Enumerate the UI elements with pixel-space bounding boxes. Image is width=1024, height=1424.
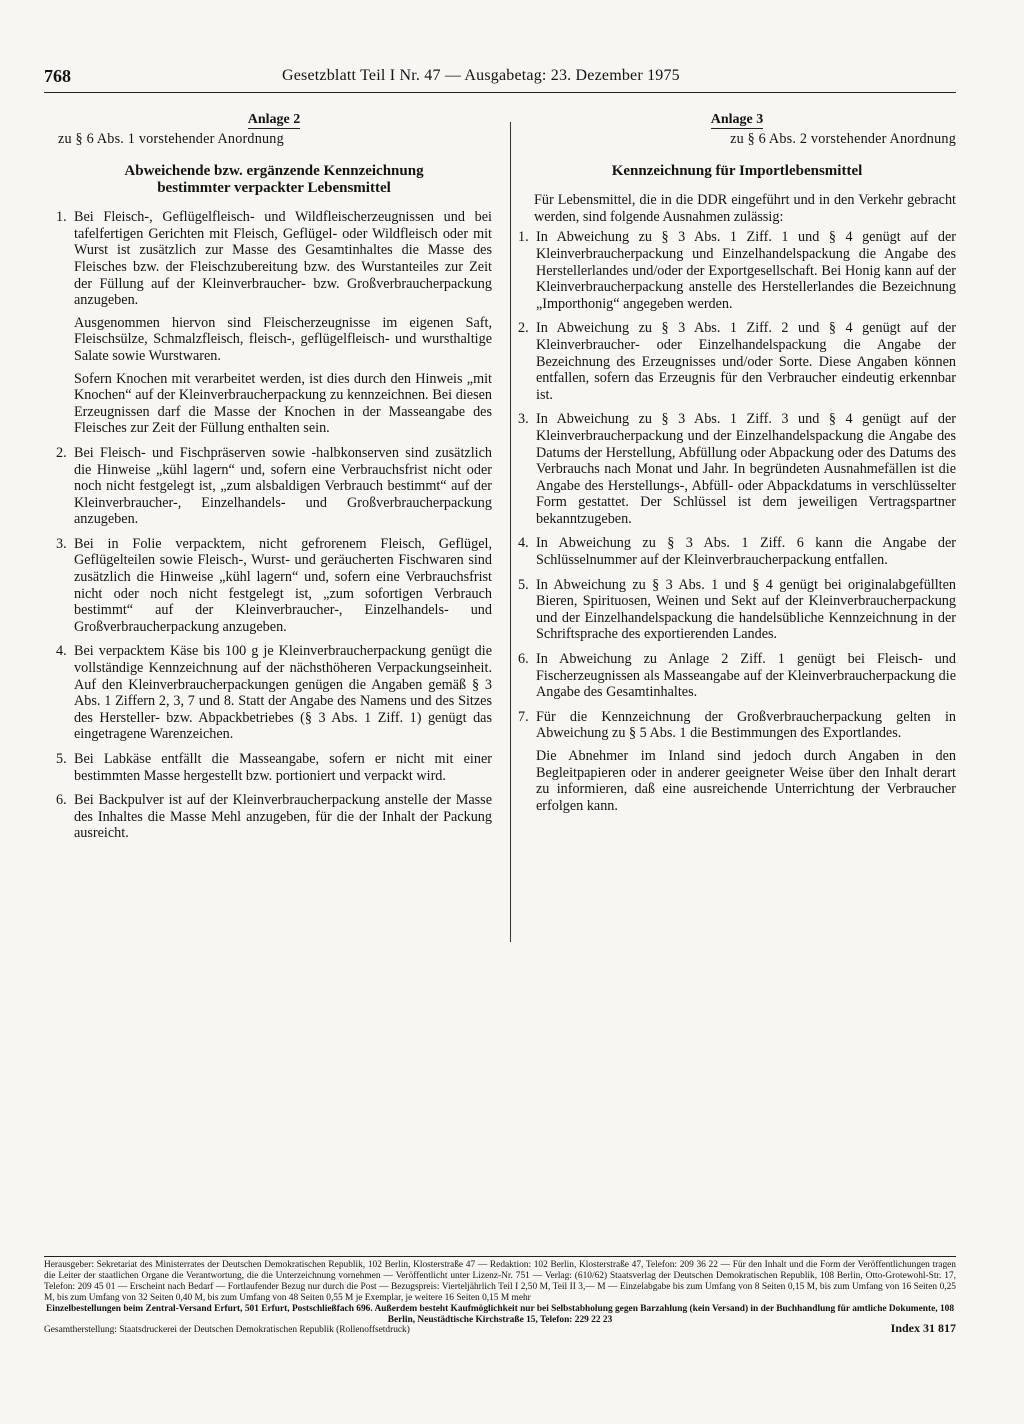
imprint-footer (44, 1256, 956, 1336)
list-item (56, 536, 492, 636)
annex-3-items (518, 229, 956, 814)
list-item-number: 5. (56, 751, 67, 767)
list-item-number: 3. (518, 411, 529, 428)
list-item-number: 7. (518, 708, 529, 725)
page-number: 768 (44, 66, 71, 86)
page-header (44, 66, 956, 92)
list-item-text: Für die Kennzeichnung der Großverbraucherpackung gelten in Abweichung zu § 5 Abs. 1 die Bestimmungen des Exportlandes. (536, 708, 956, 742)
list-item-text: Ausgenommen hiervon sind Fleischerzeugnisse im eigenen Saft, Fleischsülze, Schmalzfleisch, fleisch-, geflügelfleisch- und wursthaltige Salate sowie Wurstwaren. (74, 314, 492, 364)
list-item (56, 792, 492, 842)
annex-2-reference: zu § 6 Abs. 1 vorstehender Anordnung (58, 130, 284, 147)
list-item-number: 3. (56, 535, 67, 552)
annex-3-title: Anlage 3 (710, 112, 764, 127)
list-item-text: Bei Labkäse entfällt die Masseangabe, sofern er nicht mit einer bestimmten Masse hergestellt bzw. portioniert und verpackt wird. (74, 751, 492, 784)
list-item-number: 1. (518, 229, 529, 246)
list-item-number: 4. (56, 643, 67, 660)
annex-2-items (56, 209, 492, 842)
running-head: Gesetzblatt Teil I Nr. 47 — Ausgabetag: 23. Dezember 1975 (282, 67, 680, 84)
list-item (56, 751, 492, 784)
list-item-text: Bei verpacktem Käse bis 100 g je Kleinverbraucherpackung genügt die vollständige Kennzeichnung auf der nächsthöheren Verpackungseinheit. Auf den Kleinverbraucherpackungen genügen die Angaben gemäß § 3 Abs. 1 Ziffern 2, 3, 7 und 8. Statt der Angabe des Namens und des Sitzes des Hersteller- bzw. Abpackbetriebes (§ 3 Abs. 1 Ziff. 1) genügt das eingetragene Warenzeichen. (74, 643, 492, 743)
imprint-orders: Einzelbestellungen beim Zentral-Versand Erfurt, 501 Erfurt, Postschließfach 696. Außerdem besteht Kaufmöglichkeit nur bei Selbstabholung gegen Barzahlung (kein Versand) in der Buchhandlung für amtliche Dokumente, 108 Berlin, Neustädtische Kirchstraße 15, Telefon: 229 22 23 (45, 1303, 955, 1325)
annex-2-heading: Abweichende bzw. ergänzende Kennzeichnung bestimmter verpackter Lebensmittel (124, 163, 424, 197)
list-item-number: 6. (56, 792, 67, 809)
list-item-text: Bei Fleisch- und Fischpräserven sowie -halbkonserven sind zusätzlich die Hinweise „kühl lagern“ und, sofern eine Verbrauchsfrist nicht oder noch nicht festgelegt ist, „zum alsbaldigen Verbrauch bestimmt“ auf der Kleinverbraucher-, Einzelhandels- und Großverbraucherpackung anzugeben. (74, 444, 492, 528)
imprint-printer-line (44, 1321, 956, 1336)
header-rule (44, 92, 956, 93)
list-item (518, 411, 956, 527)
list-item-text: In Abweichung zu Anlage 2 Ziff. 1 genügt bei Fleisch- und Fischerzeugnissen als Masseangabe auf der Kleinverbraucherpackung die Angabe des Gesamtinhaltes. (536, 651, 956, 701)
imprint-publisher: Herausgeber: Sekretariat des Ministerrates der Deutschen Demokratischen Republik, 102 Berlin, Klosterstraße 47 — Redaktion: 102 Berlin, Klosterstraße 47, Telefon: 209 36 22 — Für den Inhalt und die Form der Veröffentlichungen tragen die Leiter der staatlichen Organe die Verantwortung, die die Unterzeichnung vornehmen — Veröffentlicht unter Lizenz-Nr. 751 — Verlag: (610/62) Staatsverlag der Deutschen Demokratischen Republik, 108 Berlin, Otto-Grotewohl-Str. 17, Telefon: 209 45 01 — Erscheint nach Bedarf — Fortlaufender Bezug nur durch die Post — Bezugspreis: Vierteljährlich Teil I 2,50 M, Teil II 3,— M — Einzelabgabe bis zum Umfang von 8 Seiten 0,15 M, bis zum Umfang von 16 Seiten 0,25 M, bis zum Umfang von 32 Seiten 0,40 M, bis zum Umfang von 48 Seiten 0,55 M je Exemplar, je weitere 16 Seiten 0,15 M mehr (44, 1260, 956, 1303)
list-item-text: Bei Fleisch-, Geflügelfleisch- und Wildfleischerzeugnissen und bei tafelfertigen Gerichten mit Fleisch, Geflügel- oder Wildfleisch oder mit Wurst ist zusätzlich zur Masse des Gesamtinhaltes die Masse des Fleisches bzw. der Fleischzubereitung bzw. des Wurstanteiles zur Zeit der Füllung auf der Kleinverbraucher- bzw. Großverbraucherpackung anzugeben. (74, 209, 492, 309)
list-item-number: 1. (56, 209, 67, 226)
list-item-number: 2. (518, 320, 529, 337)
list-item-text: Bei in Folie verpacktem, nicht gefrorenem Fleisch, Geflügel, Geflügelteilen sowie Fleisch-, Wurst- und geräucherten Fischwaren sind zusätzlich die Hinweise „kühl lagern“ und, sofern eine Verbrauchsfrist nicht oder noch nicht festgelegt ist, „zum sofortigen Verbrauch bestimmt“ auf der Kleinverbraucher-, Einzelhandels- und Großverbraucherpackung anzugeben. (74, 535, 492, 635)
list-item-text: In Abweichung zu § 3 Abs. 1 Ziff. 3 und § 4 genügt auf der Kleinverbraucherpackung und der Einzelhandelspackung die Angabe des Datums der Herstellung, Abfüllung oder Abpackung oder des Datums des Verbrauchs nach Monat und Jahr. In begründeten Ausnahmefällen ist die Angabe des Herstellungs-, Abfüll- oder Abpackdatums in verschlüsselter Form gestattet. Der Schlüssel ist dem jeweiligen Vertragspartner bekanntzugeben. (536, 411, 956, 527)
list-item (518, 651, 956, 701)
footer-rule (44, 1256, 956, 1257)
list-item-number: 6. (518, 651, 529, 668)
list-item (56, 209, 492, 437)
right-column (518, 108, 956, 822)
list-item-text: In Abweichung zu § 3 Abs. 1 Ziff. 2 und § 4 genügt auf der Kleinverbraucher- oder Einzelhandelspackung die Angabe der Bezeichnung des Erzeugnisses und/oder Sorte. Diese Angaben können entfallen, sofern das Erzeugnis für den Verbraucher eindeutig erkennbar ist. (536, 320, 956, 403)
list-item-number: 4. (518, 535, 529, 552)
index-number: Index 31 817 (890, 1321, 956, 1336)
list-item-text: Sofern Knochen mit verarbeitet werden, ist dies durch den Hinweis „mit Knochen“ auf der Kleinverbraucherpackung zu kennzeichnen. Bei diesen Erzeugnissen darf die Masse der Knochen in der Masseangabe des Fleisches zur Zeit der Füllung enthalten sein. (74, 370, 492, 437)
list-item-number: 2. (56, 444, 67, 461)
imprint-printer: Gesamtherstellung: Staatsdruckerei der Deutschen Demokratischen Republik (Rollenoffsetdruck) (44, 1325, 410, 1336)
list-item (518, 320, 956, 403)
list-item (518, 535, 956, 568)
list-item-text: Die Abnehmer im Inland sind jedoch durch Angaben in den Begleitpapieren oder in anderer geeigneter Weise über den Inhalt derart zu informieren, daß eine ausreichende Unterrichtung der Verbraucher erfolgen kann. (536, 748, 956, 814)
list-item (518, 577, 956, 643)
list-item (56, 643, 492, 743)
list-item-text: In Abweichung zu § 3 Abs. 1 und § 4 genügt bei originalabgefüllten Bieren, Spirituosen, Weinen und Sekt auf der Kleinverbraucherpackung und der Einzelhandelspackung die handelsübliche Kennzeichnung in der Schriftsprache des exportierenden Landes. (536, 576, 956, 643)
list-item-text: Bei Backpulver ist auf der Kleinverbraucherpackung anstelle der Masse des Inhaltes die Masse Mehl anzugeben, für die der Inhalt der Packung ausreicht. (74, 792, 492, 842)
list-item-number: 5. (518, 576, 529, 593)
annex-3-reference: zu § 6 Abs. 2 vorstehender Anordnung (730, 130, 956, 147)
annex-2-title: Anlage 2 (247, 112, 301, 127)
list-item (518, 709, 956, 815)
annex-3-heading: Kennzeichnung für Importlebensmittel (611, 163, 863, 180)
list-item-text: In Abweichung zu § 3 Abs. 1 Ziff. 6 kann die Angabe der Schlüsselnummer auf der Kleinverbraucherpackung entfallen. (536, 535, 956, 569)
left-column (56, 108, 492, 850)
annex-3-intro: Für Lebensmittel, die in die DDR eingeführt und in den Verkehr gebracht werden, sind folgende Ausnahmen zulässig: (534, 192, 956, 225)
list-item (56, 445, 492, 528)
list-item-text: In Abweichung zu § 3 Abs. 1 Ziff. 1 und § 4 genügt auf der Kleinverbraucherpackung und Einzelhandelspackung die Angabe des Herstellerlandes und/oder der Exportgesellschaft. Bei Honig kann auf der Kleinverbraucherpackung anstelle des Herstellerlandes die Bezeichnung „Importhonig“ angegeben werden. (536, 229, 956, 312)
list-item (518, 229, 956, 312)
column-divider (510, 122, 511, 942)
